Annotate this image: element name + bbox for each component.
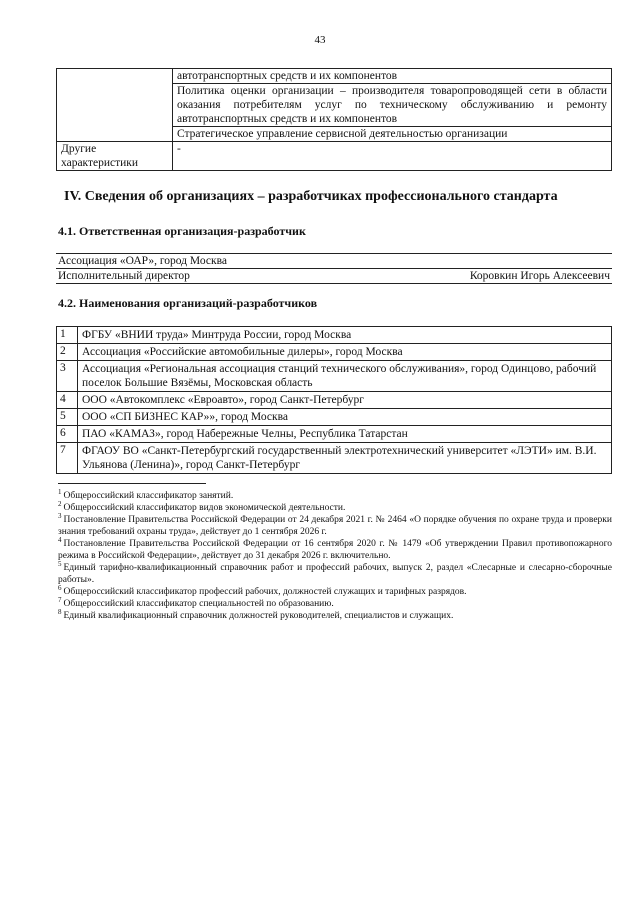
developers-table [56, 326, 612, 474]
responsible-org-table [56, 253, 612, 284]
responsible-position: Исполнительный директор [56, 269, 326, 284]
responsible-org-name: Ассоциация «ОАР», город Москва [56, 254, 612, 269]
footnote-mark: 1 [58, 487, 62, 496]
footnote-mark: 5 [58, 559, 62, 568]
org-name: ФГБУ «ВНИИ труда» Минтруда России, город Москва [78, 327, 612, 344]
table-row [57, 392, 612, 409]
footnote [58, 559, 612, 586]
table-row [56, 269, 612, 284]
footnote-mark: 2 [58, 499, 62, 508]
footnote-text: Единый квалификационный справочник должностей руководителей, специалистов и служащих. [63, 611, 454, 621]
responsible-person: Коровкин Игорь Алексеевич [326, 269, 612, 284]
footnote [58, 607, 612, 622]
footnote-text: Постановление Правительства Российской Федерации от 24 декабря 2021 г. № 2464 «О порядке обучения по охране труда и проверки знания требований охраны труда», действует до 1 сентября 2026 г. [58, 515, 612, 537]
footnote-text: Постановление Правительства Российской Федерации от 16 сентября 2020 г. № 1479 «Об утверждении Правил противопожарного режима в Российской Федерации», действует до 31 декабря 2026 г. включительно. [58, 539, 612, 561]
section-heading: IV. Сведения об организациях – разработчиках профессионального стандарта [64, 189, 558, 204]
subsection-heading-developers: 4.2. Наименования организаций-разработчиков [58, 296, 318, 310]
table-row [57, 361, 612, 392]
footnote-text: Единый тарифно-квалификационный справочник работ и профессий рабочих, выпуск 2, раздел «Слесарные и слесарно-сборочные работы». [58, 563, 612, 585]
org-name: ФГАОУ ВО «Санкт-Петербургский государственный электротехнический университет «ЛЭТИ» им. В.И. Ульянова (Ленина)», город Санкт-Петербург [78, 443, 612, 474]
org-name: ПАО «КАМАЗ», город Набережные Челны, Республика Татарстан [78, 426, 612, 443]
table-row [57, 409, 612, 426]
org-name: ООО «СП БИЗНЕС КАР»», город Москва [78, 409, 612, 426]
org-name: Ассоциация «Региональная ассоциация станций технического обслуживания», город Одинцово, рабочий поселок Большие Вязёмы, Московская область [78, 361, 612, 392]
footnote [58, 487, 612, 502]
footnote [58, 499, 612, 514]
row-number: 6 [57, 426, 78, 443]
org-name: ООО «Автокомплекс «Евроавто», город Санкт-Петербург [78, 392, 612, 409]
label-cell [57, 69, 173, 142]
table-row [57, 344, 612, 361]
subsection-heading-responsible: 4.1. Ответственная организация-разработчик [58, 224, 306, 238]
row-number: 5 [57, 409, 78, 426]
table-row [57, 142, 612, 171]
footnote [58, 595, 612, 610]
table-row [57, 69, 612, 84]
table-cell: - [173, 142, 612, 171]
footnote-mark: 3 [58, 511, 62, 520]
footnote-divider [58, 483, 206, 484]
page-number: 43 [314, 34, 326, 46]
table-cell: автотранспортных средств и их компонентов [173, 69, 612, 84]
footnotes [58, 487, 612, 622]
footnote-text: Общероссийский классификатор занятий. [63, 491, 234, 501]
footnote [58, 583, 612, 598]
footnote-mark: 7 [58, 595, 62, 604]
row-number: 4 [57, 392, 78, 409]
table-row [57, 426, 612, 443]
characteristics-table [56, 68, 612, 171]
table-cell: Стратегическое управление сервисной деятельностью организации [173, 127, 612, 142]
footnote-mark: 6 [58, 583, 62, 592]
table-cell: Политика оценки организации – производителя товаропроводящей сети в области оказания потребителям услуг по техническому обслуживанию и ремонту автотранспортных средств и их компонентов [173, 84, 612, 127]
row-number: 7 [57, 443, 78, 474]
org-name: Ассоциация «Российские автомобильные дилеры», город Москва [78, 344, 612, 361]
footnote [58, 511, 612, 538]
table-row [57, 327, 612, 344]
footnote-mark: 4 [58, 535, 62, 544]
footnote [58, 535, 612, 562]
row-number: 1 [57, 327, 78, 344]
label-cell: Другие характеристики [57, 142, 173, 171]
table-row [57, 443, 612, 474]
row-number: 3 [57, 361, 78, 392]
row-number: 2 [57, 344, 78, 361]
footnote-text: Общероссийский классификатор специальностей по образованию. [63, 599, 334, 609]
footnote-text: Общероссийский классификатор видов экономической деятельности. [63, 503, 346, 513]
footnote-mark: 8 [58, 607, 62, 616]
footnote-text: Общероссийский классификатор профессий рабочих, должностей служащих и тарифных разрядов. [63, 587, 467, 597]
table-row [56, 254, 612, 269]
